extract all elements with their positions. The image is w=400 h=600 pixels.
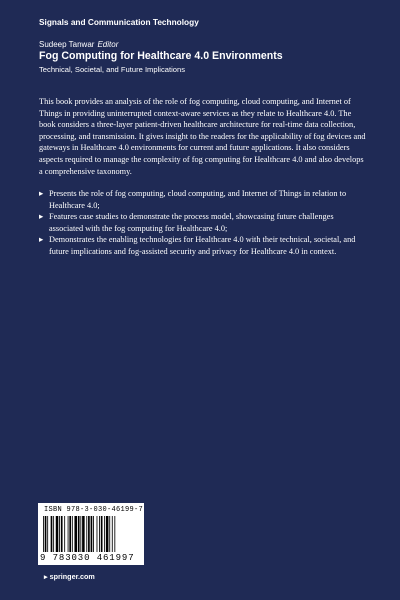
bullet-icon: ▸ bbox=[39, 189, 44, 198]
editor-name: Sudeep Tanwar bbox=[39, 40, 95, 49]
barcode-icon bbox=[42, 516, 140, 554]
barcode-bar bbox=[53, 516, 54, 552]
barcode-bar bbox=[74, 516, 77, 552]
series-name: Signals and Communication Technology bbox=[39, 17, 199, 27]
barcode-digits: 9 783030 461997 bbox=[40, 553, 135, 563]
barcode-bar bbox=[82, 516, 85, 552]
barcode-bar bbox=[104, 516, 105, 552]
isbn-label: ISBN 978-3-030-46199-7 bbox=[44, 506, 144, 514]
book-title: Fog Computing for Healthcare 4.0 Environments bbox=[39, 50, 283, 62]
publisher-link[interactable] bbox=[44, 572, 95, 581]
barcode-bar bbox=[93, 516, 94, 552]
book-subtitle: Technical, Societal, and Future Implications bbox=[39, 65, 186, 74]
barcode-bar bbox=[61, 516, 63, 552]
barcode-bar bbox=[78, 516, 80, 552]
feature-text: Presents the role of fog computing, cloud computing, and Internet of Things in relation to Healthcare 4.0; bbox=[49, 189, 347, 210]
barcode-bar bbox=[72, 516, 73, 552]
barcode-bar bbox=[88, 516, 90, 552]
barcode-block bbox=[38, 503, 144, 565]
barcode-bar bbox=[80, 516, 81, 552]
barcode-bar bbox=[59, 516, 60, 552]
bullet-icon: ▸ bbox=[39, 235, 44, 245]
barcode-bar bbox=[109, 516, 110, 552]
barcode-bar bbox=[43, 516, 44, 552]
barcode-bar bbox=[99, 516, 100, 552]
publisher-url-text: springer.com bbox=[49, 572, 95, 581]
book-description: This book provides an analysis of the role of fog computing, cloud computing, and Internet of Things in providing uninterrupted context-aware services as they relate to Healthcare 4.0. The book considers a three-layer patient-driven healthcare architecture for real-time data collection, processing, and transmission. It gives insight to the readers for the applicability of fog devices and gateways in Healthcare 4.0 environments for current and future applications. It also considers aspects required to manage the complexity of fog computing for Healthcare 4.0 and also develops a comprehensive taxonomy. bbox=[39, 97, 366, 176]
barcode-bar bbox=[91, 516, 93, 552]
barcode-bar bbox=[101, 516, 103, 552]
feature-item bbox=[39, 211, 365, 234]
barcode-bar bbox=[68, 516, 69, 552]
barcode-bar bbox=[51, 516, 53, 552]
feature-item bbox=[39, 188, 365, 211]
barcode-bar bbox=[86, 516, 87, 552]
barcode-bar bbox=[47, 516, 48, 552]
feature-text: Features case studies to demonstrate the process model, showcasing future challenges associated with the fog computing for Healthcare 4.0; bbox=[49, 212, 334, 233]
barcode-bar bbox=[45, 516, 47, 552]
barcode-bar bbox=[114, 516, 115, 552]
barcode-bar bbox=[97, 516, 98, 552]
barcode-bar bbox=[56, 516, 59, 552]
feature-list bbox=[39, 188, 365, 258]
barcode-bar bbox=[64, 516, 65, 552]
barcode-bar bbox=[106, 516, 109, 552]
barcode-bar bbox=[69, 516, 71, 552]
editor-role: Editor bbox=[97, 40, 119, 49]
barcode-bar bbox=[112, 516, 113, 552]
arrow-icon: ▸ bbox=[44, 572, 48, 581]
feature-item bbox=[39, 234, 365, 257]
feature-text: Demonstrates the enabling technologies for Healthcare 4.0 with their technical, societal, and future implications and fog-assisted security and privacy for Healthcare 4.0 in context. bbox=[49, 235, 356, 256]
bullet-icon: ▸ bbox=[39, 212, 44, 222]
editor-line bbox=[39, 40, 118, 49]
